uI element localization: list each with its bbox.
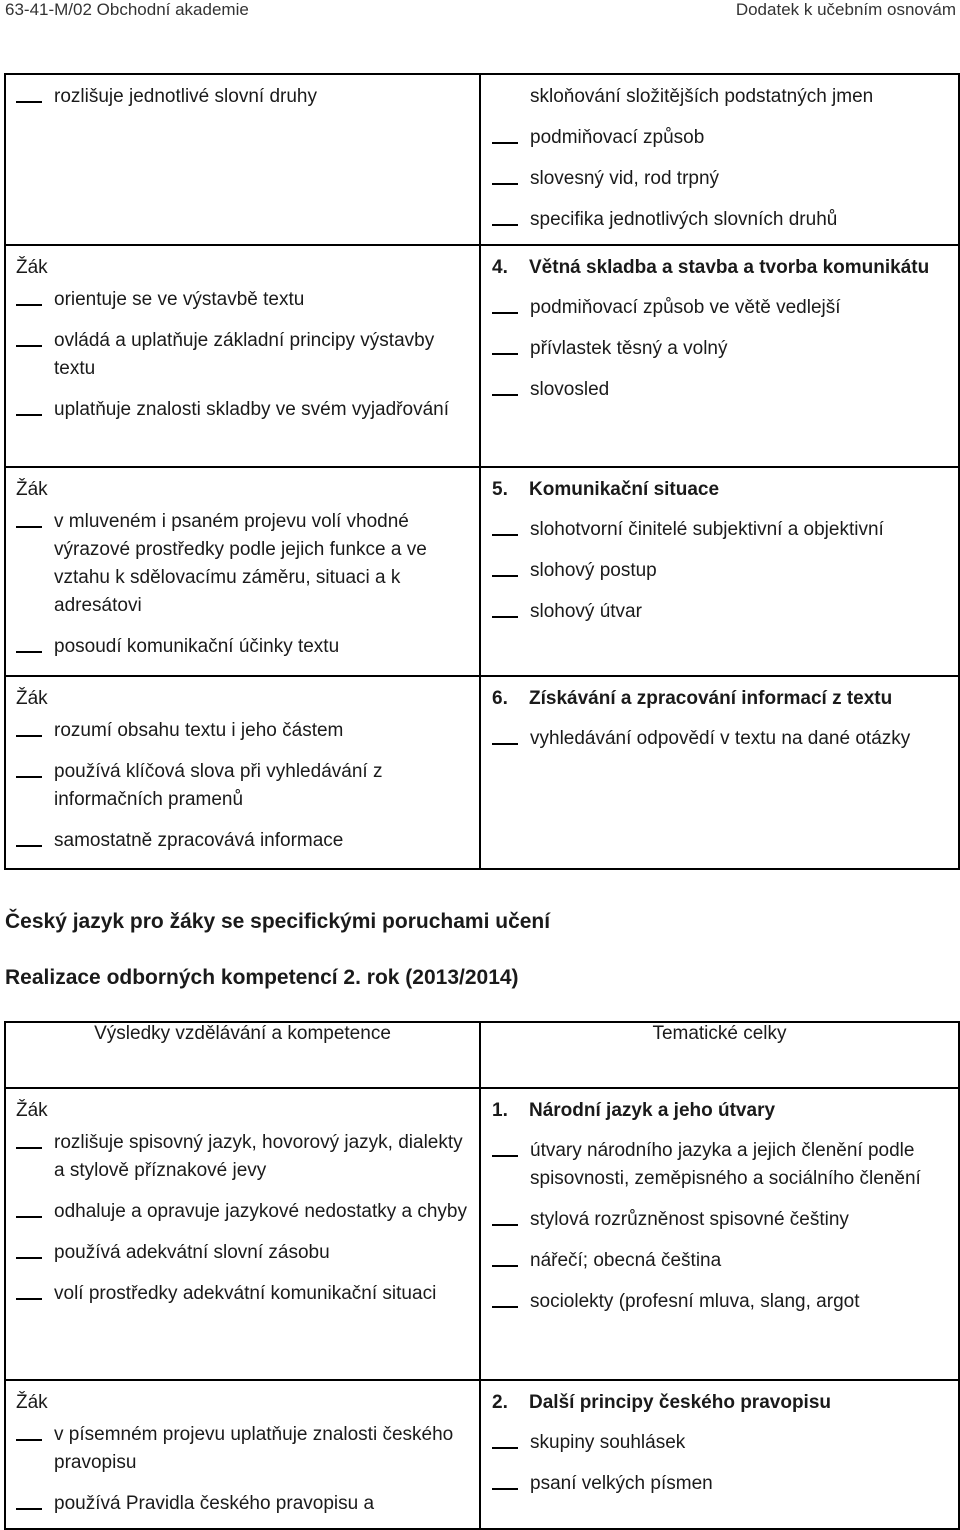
- list-item: slohový útvar: [492, 598, 948, 626]
- column-header-topics: Tematické celky: [480, 1022, 959, 1088]
- dash-bullet: [492, 1488, 518, 1490]
- topic-heading: 5. Komunikační situace: [492, 479, 720, 500]
- dash-bullet: [492, 1306, 518, 1308]
- list-item: vyhledávání odpovědí v textu na dané otázky: [492, 725, 948, 753]
- dash-bullet: [16, 1147, 42, 1149]
- outcomes-cell: [5, 1088, 480, 1380]
- list-item: používá Pravidla českého pravopisu a: [16, 1490, 469, 1518]
- dash-bullet: [492, 534, 518, 536]
- list-item: skloňování složitějších podstatných jmen: [530, 86, 874, 107]
- dash-bullet: [16, 526, 42, 528]
- list-item: samostatně zpracovává informace: [16, 827, 469, 855]
- list-item: podmiňovací způsob ve větě vedlejší: [492, 294, 948, 322]
- list-item: psaní velkých písmen: [492, 1470, 948, 1498]
- list-item: rozlišuje jednotlivé slovní druhy: [16, 83, 469, 111]
- table-row: [5, 74, 959, 245]
- zak-label: Žák: [16, 257, 48, 278]
- dash-bullet: [16, 776, 42, 778]
- section-subtitle: Realizace odborných kompetencí 2. rok (2013/2014): [5, 966, 519, 989]
- column-header-outcomes: Výsledky vzdělávání a kompetence: [5, 1022, 480, 1088]
- dash-bullet: [492, 183, 518, 185]
- list-item: podmiňovací způsob: [492, 124, 948, 152]
- outcomes-cell: [5, 676, 480, 869]
- list-item: slohotvorní činitelé subjektivní a objektivní: [492, 516, 948, 544]
- topics-cell: [480, 676, 959, 869]
- outcomes-cell: [5, 467, 480, 676]
- dash-bullet: [492, 353, 518, 355]
- dash-bullet: [16, 345, 42, 347]
- dash-bullet: [16, 101, 42, 103]
- header-left: 63-41-M/02 Obchodní akademie: [5, 0, 249, 19]
- zak-label: Žák: [16, 479, 48, 500]
- list-item: používá adekvátní slovní zásobu: [16, 1239, 469, 1267]
- list-item: sociolekty (profesní mluva, slang, argot: [492, 1288, 948, 1316]
- topic-heading: 4. Větná skladba a stavba a tvorba komunikátu: [492, 257, 930, 278]
- topic-heading: 6. Získávání a zpracování informací z textu: [492, 688, 893, 709]
- topics-cell: [480, 245, 959, 467]
- list-item: volí prostředky adekvátní komunikační situaci: [16, 1280, 469, 1308]
- dash-bullet: [16, 304, 42, 306]
- outcomes-cell: [5, 245, 480, 467]
- list-item: orientuje se ve výstavbě textu: [16, 286, 469, 314]
- dash-bullet: [16, 1216, 42, 1218]
- dash-bullet: [492, 224, 518, 226]
- list-item: útvary národního jazyka a jejich členění podle spisovnosti, zeměpisného a sociálního členění: [492, 1137, 948, 1193]
- dash-bullet: [16, 1508, 42, 1510]
- dash-bullet: [492, 1224, 518, 1226]
- topics-cell: [480, 74, 959, 245]
- topics-cell: [480, 1380, 959, 1529]
- topic-heading: 2. Další principy českého pravopisu: [492, 1392, 831, 1413]
- dash-bullet: [492, 312, 518, 314]
- curriculum-table-1: [4, 73, 960, 870]
- dash-bullet: [16, 414, 42, 416]
- list-item: stylová rozrůzněnost spisovné češtiny: [492, 1206, 948, 1234]
- table-row: [5, 1088, 959, 1380]
- dash-bullet: [492, 1265, 518, 1267]
- dash-bullet: [492, 142, 518, 144]
- dash-bullet: [16, 735, 42, 737]
- outcomes-cell: [5, 1380, 480, 1529]
- section-title: Český jazyk pro žáky se specifickými poruchami učení: [5, 910, 551, 933]
- table-row: [5, 1380, 959, 1529]
- zak-label: Žák: [16, 688, 48, 709]
- table-header-row: [5, 1022, 959, 1088]
- topics-cell: [480, 467, 959, 676]
- list-item: používá klíčová slova při vyhledávání z informačních pramenů: [16, 758, 469, 814]
- list-item: odhaluje a opravuje jazykové nedostatky a chyby: [16, 1198, 469, 1226]
- dash-bullet: [492, 1447, 518, 1449]
- list-item: v mluveném i psaném projevu volí vhodné výrazové prostředky podle jejich funkce a ve vztahu k sdělovacímu záměru, situaci a k adresátovi: [16, 508, 469, 620]
- list-item: slohový postup: [492, 557, 948, 585]
- list-item: nářečí; obecná čeština: [492, 1247, 948, 1275]
- zak-label: Žák: [16, 1100, 48, 1121]
- dash-bullet: [16, 1439, 42, 1441]
- dash-bullet: [16, 1257, 42, 1259]
- zak-label: Žák: [16, 1392, 48, 1413]
- list-item: posoudí komunikační účinky textu: [16, 633, 469, 661]
- dash-bullet: [492, 1155, 518, 1157]
- dash-bullet: [492, 616, 518, 618]
- curriculum-table-2: [4, 1021, 960, 1530]
- list-item: v písemném projevu uplatňuje znalosti českého pravopisu: [16, 1421, 469, 1477]
- dash-bullet: [492, 575, 518, 577]
- list-item: specifika jednotlivých slovních druhů: [492, 206, 948, 234]
- list-item: rozumí obsahu textu i jeho částem: [16, 717, 469, 745]
- table-row: [5, 245, 959, 467]
- dash-bullet: [16, 1298, 42, 1300]
- list-item: slovesný vid, rod trpný: [492, 165, 948, 193]
- dash-bullet: [492, 394, 518, 396]
- list-item: uplatňuje znalosti skladby ve svém vyjadřování: [16, 396, 469, 424]
- table-row: [5, 676, 959, 869]
- topics-cell: [480, 1088, 959, 1380]
- list-item: rozlišuje spisovný jazyk, hovorový jazyk, dialekty a stylově příznakové jevy: [16, 1129, 469, 1185]
- list-item: skupiny souhlásek: [492, 1429, 948, 1457]
- page-header: [5, 0, 956, 24]
- dash-bullet: [492, 743, 518, 745]
- dash-bullet: [16, 651, 42, 653]
- list-item: slovosled: [492, 376, 948, 404]
- table-row: [5, 467, 959, 676]
- outcomes-cell: [5, 74, 480, 245]
- topic-heading: 1. Národní jazyk a jeho útvary: [492, 1100, 776, 1121]
- dash-bullet: [16, 845, 42, 847]
- list-item: přívlastek těsný a volný: [492, 335, 948, 363]
- list-item: ovládá a uplatňuje základní principy výstavby textu: [16, 327, 469, 383]
- header-right: Dodatek k učebním osnovám: [735, 0, 956, 19]
